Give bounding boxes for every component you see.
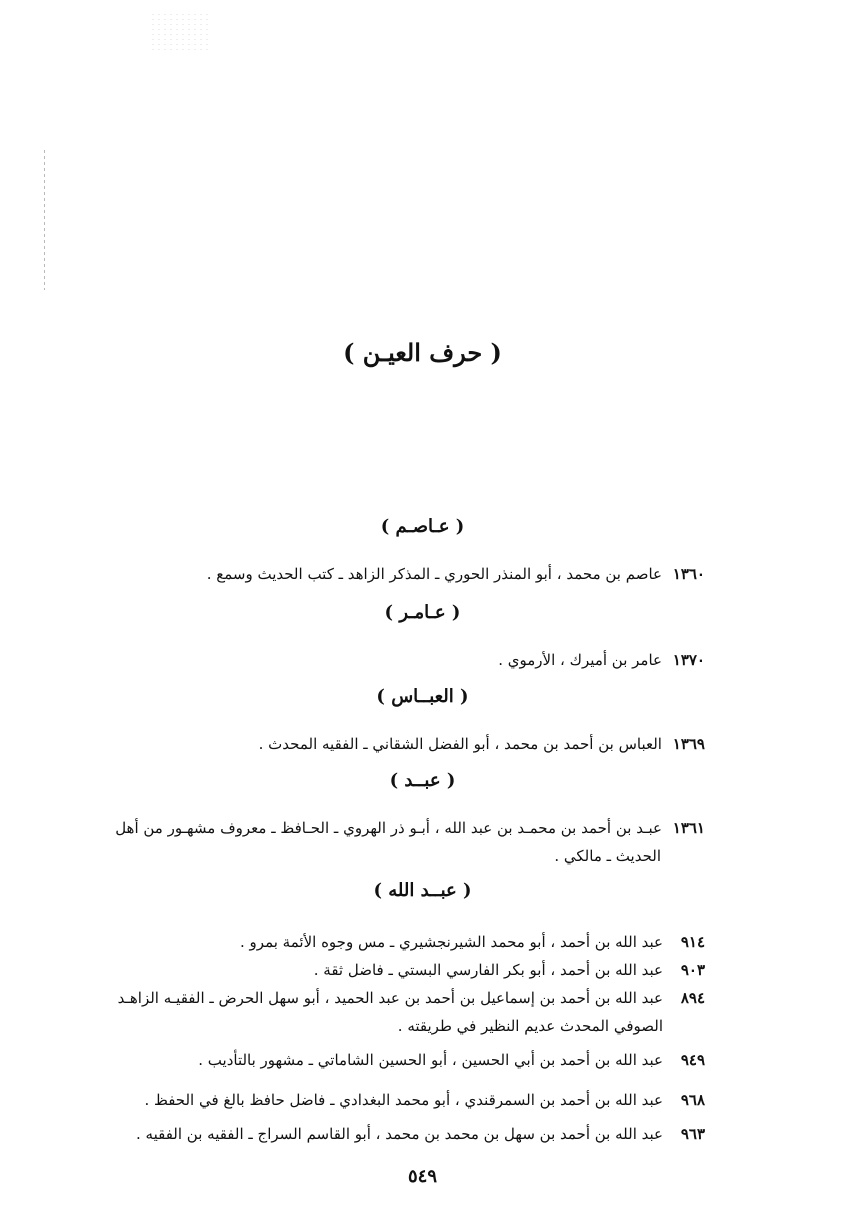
entry [5,1046,705,1074]
entry-text: عبد الله بن أحمد بن سهل بن محمد بن محمد ، أبو القاسم السراج ـ الفقيه بن الفقيه . [136,1125,663,1143]
section-heading-abbas: ( العبــاس ) [376,686,469,707]
section-heading-amir: ( عـامـر ) [384,602,461,623]
entry [5,814,705,870]
entry-continuation: الصوفي المحدث عديم النظير في طريقته . [397,1017,663,1035]
entry-text: عبد الله بن أحمد بن إسماعيل بن أحمد بن عبد الحميد ، أبو سهل الحرض ـ الفقيـه الزاهـد [117,989,663,1007]
chapter-title: ( حرف العيـن ) [343,338,502,367]
entry-number: ١٣٦٩ [672,735,705,753]
entry-number: ٨٩٤ [680,989,705,1007]
entry [65,560,705,588]
section-heading-abd: ( عبــد ) [389,770,456,791]
section-heading-asim: ( عـاصـم ) [380,516,465,537]
entry-text: عبد الله بن أحمد بن السمرقندي ، أبو محمد البغدادي ـ فاضل حافظ بالغ في الحفظ . [144,1091,663,1109]
entry [65,730,705,758]
entry-number: ٩٠٣ [680,961,705,979]
entry-number: ١٣٦٠ [672,565,705,583]
entry-number: ٩١٤ [680,933,705,951]
entry-text: عبد الله بن أحمد ، أبو محمد الشيرنجشيري ـ مس وجوه الأئمة بمرو . [240,933,663,951]
entry-text: عامر بن أميرك ، الأرموي . [498,651,662,669]
entry-number: ٩٤٩ [680,1051,705,1069]
entry-text: عاصم بن محمد ، أبو المنذر الحوري ـ المذكر الزاهد ـ كتب الحديث وسمع . [206,565,662,583]
section-heading-abdullah: ( عبــد الله ) [373,880,472,901]
entry [5,984,705,1040]
entry-number: ١٣٦١ [672,819,705,837]
entry-text: عبد الله بن أحمد بن أبي الحسين ، أبو الحسين الشاماتي ـ مشهور بالتأديب . [198,1051,663,1069]
entry-number: ٩٦٣ [680,1125,705,1143]
entry [5,956,705,984]
entry [65,646,705,674]
entry-text: العباس بن أحمد بن محمد ، أبو الفضل الشقاني ـ الفقيه المحدث . [258,735,662,753]
entry-number: ٩٦٨ [680,1091,705,1109]
entry-text: عبـد بن أحمد بن محمـد بن عبد الله ، أبـو ذر الهروي ـ الحـافظ ـ معروف مشهـور من أهل [115,819,662,837]
scan-margin-mark [44,150,45,290]
scan-noise [150,12,210,52]
entry-text: عبد الله بن أحمد ، أبو بكر الفارسي البستي ـ فاضل ثقة . [313,961,663,979]
entry-continuation: الحديث ـ مالكي . [554,847,661,865]
entry-number: ١٣٧٠ [672,651,705,669]
entry [5,1086,705,1114]
page-number: ٥٤٩ [407,1166,437,1187]
entry [5,928,705,956]
entry [5,1120,705,1148]
